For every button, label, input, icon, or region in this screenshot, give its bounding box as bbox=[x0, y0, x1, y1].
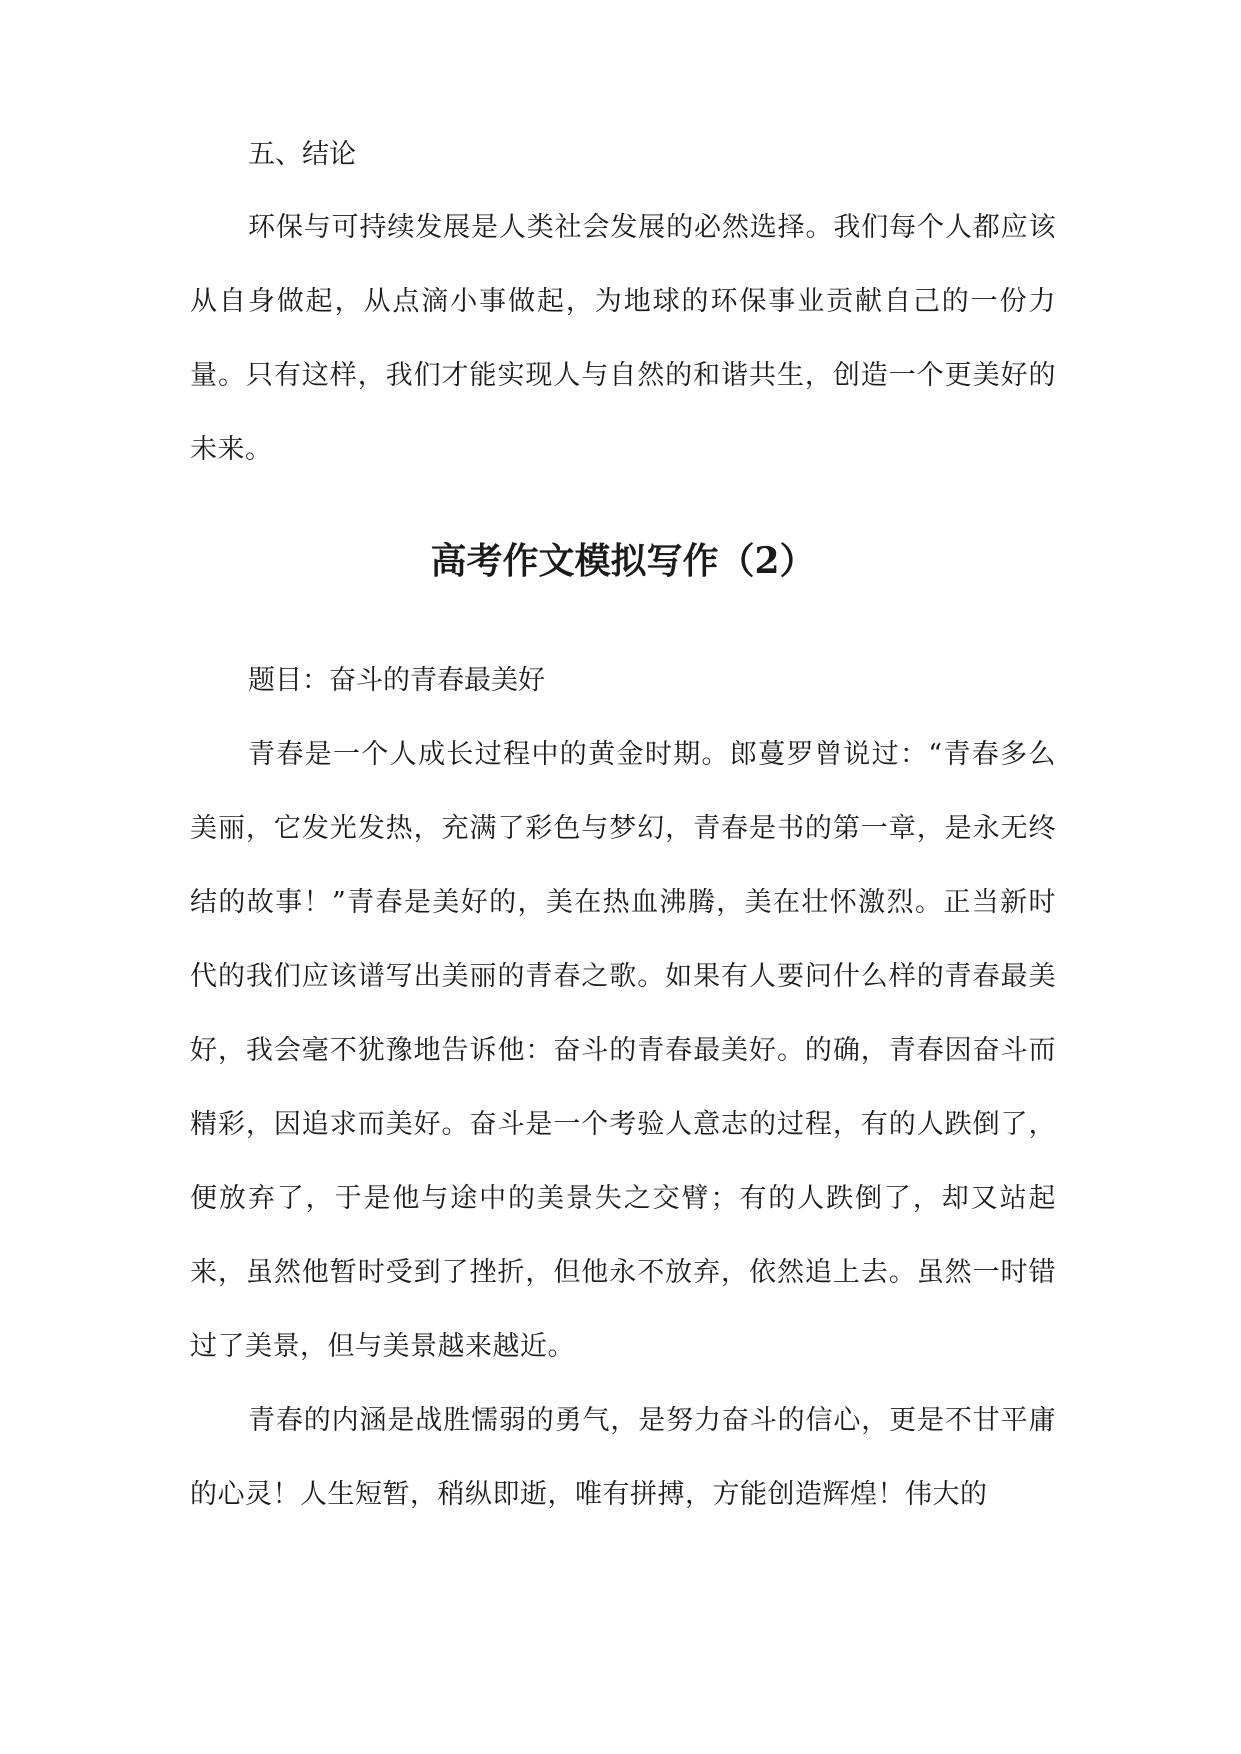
top-margin bbox=[190, 0, 1056, 118]
essay-title: 高考作文模拟写作（2） bbox=[430, 540, 816, 582]
spacer bbox=[190, 487, 1056, 531]
essay-paragraph-1: 青春是一个人成长过程中的黄金时期。郎蔓罗曾说过：“青春多么美丽，它发光发热，充满了彩色与梦幻，青春是书的第一章，是永无终结的故事！”青春是美好的，美在热血沸腾，美在壮怀激烈。正当新时代的我们应该谱写出美丽的青春之歌。如果有人要问什么样的青春最美好，我会毫不犹豫地告诉他：奋斗的青春最美好。的确，青春因奋斗而精彩，因追求而美好。奋斗是一个考验人意志的过程，有的人跌倒了，便放弃了，于是他与途中的美景失之交臂；有的人跌倒了，却又站起来，虽然他暂时受到了挫折，但他永不放弃，依然追上去。虽然一时错过了美景，但与美景越来越近。 bbox=[190, 739, 1056, 1362]
section-heading-conclusion: 五、结论 bbox=[248, 139, 356, 170]
spacer bbox=[190, 591, 1056, 644]
essay-paragraph-2: 青春的内涵是战胜懦弱的勇气，是努力奋斗的信心，更是不甘平庸的心灵！人生短暂，稍纵即逝，唯有拼搏，方能创造辉煌！伟大的 bbox=[190, 1405, 1056, 1510]
conclusion-paragraph: 环保与可持续发展是人类社会发展的必然选择。我们每个人都应该从自身做起，从点滴小事做起，为地球的环保事业贡献自己的一份力量。只有这样，我们才能实现人与自然的和谐共生，创造一个更美好的未来。 bbox=[190, 212, 1056, 465]
essay-topic: 题目：奋斗的青春最美好 bbox=[248, 665, 545, 696]
page-content bbox=[190, 0, 1056, 1532]
